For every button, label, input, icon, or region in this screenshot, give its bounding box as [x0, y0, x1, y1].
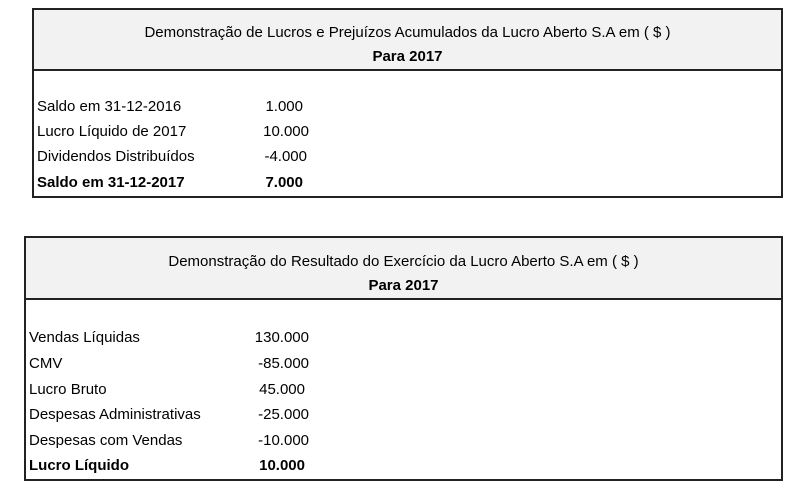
row-value: 7.000 — [265, 174, 303, 191]
dre-subtitle: Para 2017 — [368, 277, 439, 294]
row-label: Lucro Líquido — [29, 457, 129, 474]
table-row — [29, 355, 309, 377]
row-label: Saldo em 31-12-2016 — [37, 98, 182, 115]
row-label: Despesas com Vendas — [29, 432, 183, 449]
table-row — [29, 329, 309, 351]
dre-header — [26, 238, 781, 300]
row-value: 10.000 — [263, 123, 309, 140]
row-value: 10.000 — [259, 457, 305, 474]
dlpa-subtitle: Para 2017 — [372, 48, 443, 65]
row-label: Saldo em 31-12-2017 — [37, 174, 185, 191]
dlpa-title: Demonstração de Lucros e Prejuízos Acumulados da Lucro Aberto S.A em ( $ ) — [144, 24, 671, 41]
row-label: Lucro Líquido de 2017 — [37, 123, 187, 140]
row-value: 1.000 — [265, 98, 303, 115]
dlpa-table — [32, 8, 783, 198]
table-row — [37, 123, 309, 145]
dre-title: Demonstração do Resultado do Exercício da Lucro Aberto S.A em ( $ ) — [168, 253, 639, 270]
row-value: -85.000 — [258, 355, 309, 372]
row-value: -25.000 — [258, 406, 309, 423]
table-row — [29, 381, 309, 403]
row-value: 45.000 — [259, 381, 305, 398]
row-value: -10.000 — [258, 432, 309, 449]
table-row — [37, 98, 309, 120]
table-row — [37, 148, 309, 170]
table-row-total — [29, 457, 309, 479]
dlpa-header — [34, 10, 781, 71]
table-row — [29, 432, 309, 454]
row-label: Despesas Administrativas — [29, 406, 201, 423]
row-label: Dividendos Distribuídos — [37, 148, 195, 165]
row-label: Lucro Bruto — [29, 381, 107, 398]
table-row — [29, 406, 309, 428]
row-label: CMV — [29, 355, 63, 372]
row-value: 130.000 — [254, 329, 309, 346]
row-value: -4.000 — [264, 148, 307, 165]
table-row-total — [37, 174, 309, 196]
row-label: Vendas Líquidas — [29, 329, 140, 346]
dre-table — [24, 236, 783, 481]
